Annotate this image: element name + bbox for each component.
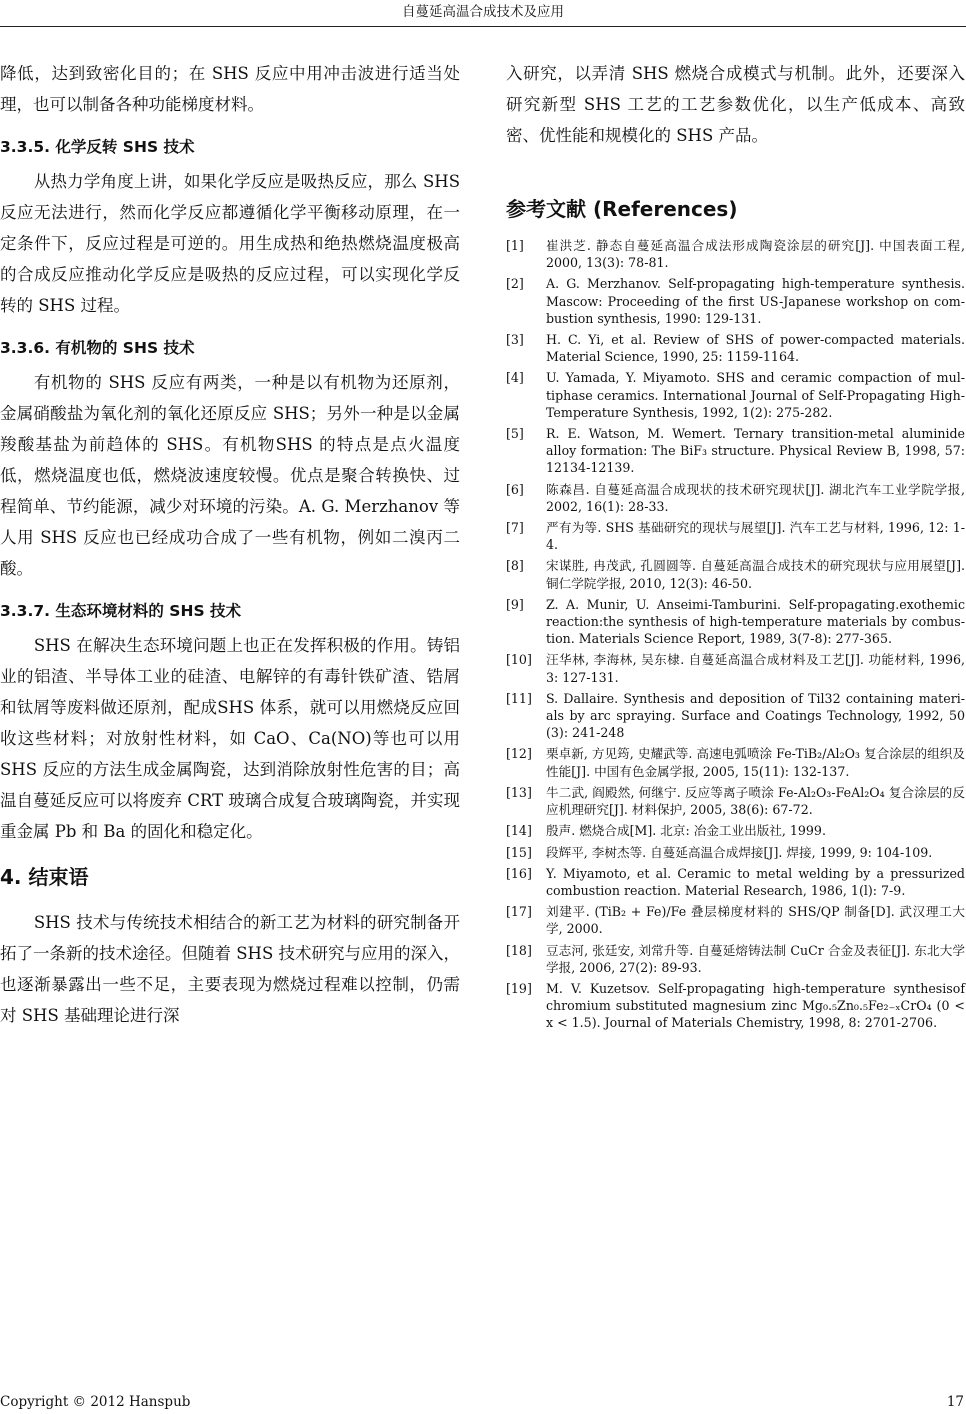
reference-text: 崔洪芝. 静态自蔓延高温合成法形成陶瓷涂层的研究[J]. 中国表面工程, 2000, 13(3): 78-81.	[546, 238, 965, 271]
reference-item	[506, 369, 965, 421]
reference-item	[506, 822, 965, 839]
header-divider	[0, 26, 966, 27]
section-3-3-6-body: 有机物的 SHS 反应有两类，一种是以有机物为还原剂，金属硝酸盐为氧化剂的氧化还原反应 SHS；另外一种是以金属羧酸基盐为前趋体的 SHS。有机物SHS 的特点是点火温度低，燃烧温度也低，燃烧波速度较慢。优点是聚合转换快、过程简单、节约能源，减少对环境的污染。A. G. Merzhanov 等人用 SHS 反应也已经成功合成了一些有机物，例如二溴丙二酸。	[0, 373, 460, 578]
reference-item	[506, 651, 965, 685]
reference-number: [5]	[506, 426, 524, 442]
reference-item	[506, 275, 965, 327]
reference-text: R. E. Watson, M. Wemert. Ternary transition-metal aluminide alloy formation: The BiF₃ structure. Physical Review B, 1998, 57: 12134-12139.	[546, 426, 965, 476]
reference-number: [2]	[506, 276, 524, 292]
reference-text: U. Yamada, Y. Miyamoto. SHS and ceramic compaction of mul-tiphase ceramics. International Journal of Self-Propagating High-Temperature Synthesis, 1992, 1(2): 275-282.	[546, 370, 965, 420]
reference-item	[506, 690, 965, 742]
section-3-3-6-title: 3.3.6. 有机物的 SHS 技术	[0, 339, 195, 357]
reference-text: 宋谋胜, 冉茂武, 孔圆圆等. 自蔓延高温合成技术的研究现状与应用展望[J]. 铜仁学院学报, 2010, 12(3): 46-50.	[546, 558, 965, 591]
reference-number: [4]	[506, 370, 524, 386]
reference-number: [6]	[506, 481, 524, 497]
reference-number: [15]	[506, 844, 532, 860]
reference-item	[506, 237, 965, 271]
reference-text: 殷声. 燃烧合成[M]. 北京: 冶金工业出版社, 1999.	[546, 823, 826, 839]
reference-item	[506, 784, 965, 818]
reference-number: [16]	[506, 865, 532, 881]
reference-item	[506, 745, 965, 779]
reference-text: S. Dallaire. Synthesis and deposition of Til32 containing materi-als by arc spraying. Surface and Coatings Technology, 1992, 50 (3): 241-248	[546, 690, 965, 741]
intro-paragraph: 降低，达到致密化目的；在 SHS 反应中用冲击波进行适当处理，也可以制备各种功能梯度材料。	[0, 64, 460, 114]
continued-paragraph: 入研究，以弄清 SHS 燃烧合成模式与机制。此外，还要深入研究新型 SHS 工艺的工艺参数优化，以生产低成本、高致密、优性能和规模化的 SHS 产品。	[506, 64, 965, 145]
reference-number: [13]	[506, 784, 532, 800]
reference-number: [8]	[506, 558, 524, 574]
reference-text: 刘建平. (TiB₂ + Fe)/Fe 叠层梯度材料的 SHS/QP 制备[D]. 武汉理工大学, 2000.	[546, 904, 965, 937]
reference-number: [11]	[506, 690, 532, 706]
section-3-3-7-body: SHS 在解决生态环境问题上也正在发挥积极的作用。铸铝业的铝渣、半导体工业的硅渣、电解锌的有毒针铁矿渣、锆屑和钛屑等废料做还原剂，配成SHS 体系，就可以用燃烧反应回收这些材料；对放射性材料，如 CaO、Ca(NO)等也可以用 SHS 反应的方法生成金属陶瓷，达到消除放射性危害的目；高温自蔓延反应可以将废弃 CRT 玻璃合成复合玻璃陶瓷，并实现重金属 Pb 和 Ba 的固化和稳定化。	[0, 636, 460, 841]
reference-item	[506, 844, 965, 861]
references-title: 参考文献 (References)	[506, 197, 738, 221]
reference-number: [3]	[506, 332, 524, 348]
page-number: 17	[946, 1394, 964, 1410]
reference-number: [19]	[506, 980, 532, 996]
reference-item	[506, 481, 965, 515]
reference-text: 栗卓新, 方见筠, 史耀武等. 高速电弧喷涂 Fe-TiB₂/Al₂O₃ 复合涂层的组织及性能[J]. 中国有色金属学报, 2005, 15(11): 132-137.	[546, 746, 965, 779]
reference-number: [14]	[506, 823, 532, 839]
reference-text: 牛二武, 阎殿然, 何继宁. 反应等离子喷涂 Fe-Al₂O₃-FeAl₂O₄ 复合涂层的反应机理研究[J]. 材料保护, 2005, 38(6): 67-72.	[546, 784, 965, 818]
running-header: 自蔓延高温合成技术及应用	[402, 4, 564, 20]
reference-number: [17]	[506, 904, 532, 920]
reference-item	[506, 331, 965, 365]
reference-text: 严有为等. SHS 基础研究的现状与展望[J]. 汽车工艺与材料, 1996, 12: 1-4.	[546, 520, 965, 553]
reference-number: [18]	[506, 942, 532, 958]
reference-number: [12]	[506, 746, 532, 762]
reference-item	[506, 519, 965, 553]
reference-text: 汪华林, 李海林, 吴东棣. 自蔓延高温合成材料及工艺[J]. 功能材料, 1996, 3: 127-131.	[546, 652, 965, 685]
reference-text: H. C. Yi, et al. Review of SHS of power-compacted materials. Material Science, 1990, 25: 1159-1164.	[546, 332, 965, 365]
left-column	[0, 58, 460, 1031]
reference-item	[506, 425, 965, 477]
section-3-3-7-title: 3.3.7. 生态环境材料的 SHS 技术	[0, 602, 242, 620]
reference-item	[506, 596, 965, 648]
reference-item	[506, 903, 965, 937]
reference-text: Z. A. Munir, U. Anseimi-Tamburini. Self-propagating.exothemic reaction:the synthesis of high-temperature materials by combus-tion. Materials Science Report, 1989, 3(7-8): 277-365.	[546, 596, 965, 647]
section-4-title: 4. 结束语	[0, 865, 89, 889]
reference-item	[506, 980, 965, 1032]
reference-list	[506, 237, 965, 1032]
reference-text: Y. Miyamoto, et al. Ceramic to metal welding by a pressurized combustion reaction. Material Research, 1986, 1(l): 7-9.	[546, 865, 965, 898]
reference-item	[506, 557, 965, 591]
copyright-footer: Copyright © 2012 Hanspub	[0, 1394, 191, 1410]
reference-number: [1]	[506, 238, 524, 253]
section-3-3-5-title: 3.3.5. 化学反转 SHS 技术	[0, 138, 195, 156]
reference-number: [7]	[506, 520, 524, 536]
reference-item	[506, 865, 965, 899]
reference-text: 陈森昌. 自蔓延高温合成现状的技术研究现状[J]. 湖北汽车工业学院学报, 2002, 16(1): 28-33.	[546, 481, 965, 514]
reference-text: A. G. Merzhanov. Self-propagating high-temperature synthesis. Mascow: Proceeding of the first US-Japanese workshop on com-bustion synthesis, 1990: 129-131.	[546, 276, 965, 326]
reference-item	[506, 942, 965, 976]
reference-text: M. V. Kuzetsov. Self-propagating high-temperature synthesisof chromium substituted magnesium zinc Mg₀.₅Zn₀.₅Fe₂₋ₓCrO₄ (0 < x < 1.5). Journal of Materials Chemistry, 1998, 8: 2701-2706.	[546, 980, 965, 1031]
reference-text: 段辉平, 李树杰等. 自蔓延高温合成焊接[J]. 焊接, 1999, 9: 104-109.	[546, 844, 933, 860]
reference-number: [9]	[506, 596, 524, 612]
reference-number: [10]	[506, 652, 532, 668]
section-4-body: SHS 技术与传统技术相结合的新工艺为材料的研究制备开拓了一条新的技术途径。但随着 SHS 技术研究与应用的深入，也逐渐暴露出一些不足，主要表现为燃烧过程难以控制，仍需对 SHS 基础理论进行深	[0, 913, 460, 1025]
reference-text: 豆志河, 张廷安, 刘常升等. 自蔓延熔铸法制 CuCr 合金及表征[J]. 东北大学学报, 2006, 27(2): 89-93.	[546, 942, 965, 975]
section-3-3-5-body: 从热力学角度上讲，如果化学反应是吸热反应，那么 SHS 反应无法进行，然而化学反应都遵循化学平衡移动原理，在一定条件下，反应过程是可逆的。用生成热和绝热燃烧温度极高的合成反应推动化学反应是吸热的反应过程，可以实现化学反转的 SHS 过程。	[0, 172, 460, 315]
right-column	[506, 58, 965, 1036]
